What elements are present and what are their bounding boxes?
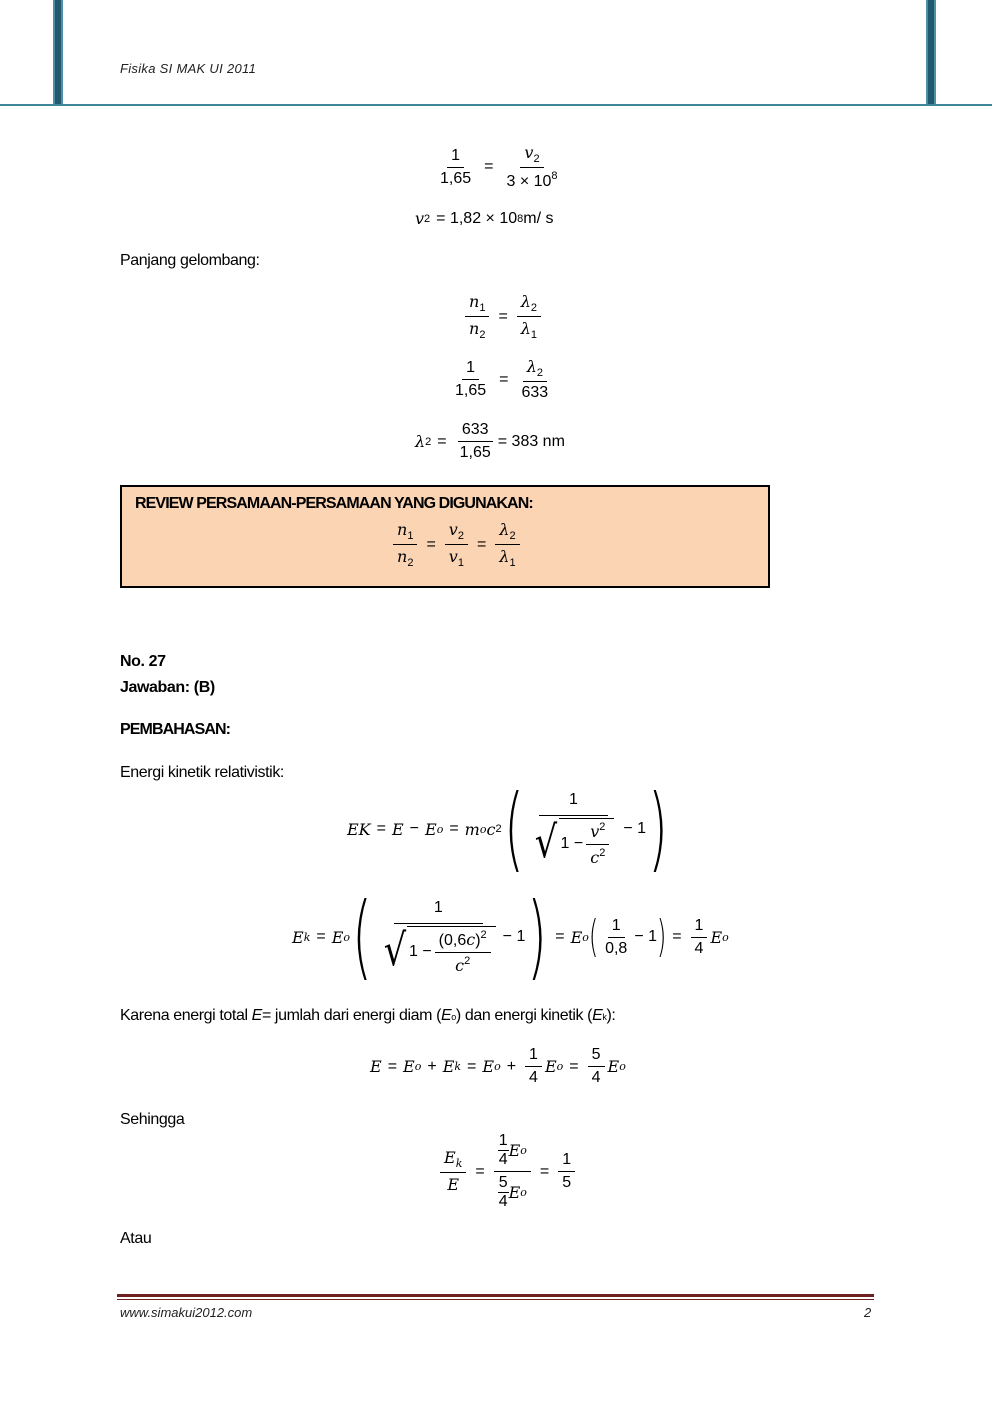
subscript: o bbox=[582, 930, 589, 944]
subscript: k bbox=[602, 1012, 607, 1022]
eo-symbol: E bbox=[570, 927, 583, 947]
frac-denominator: 1,65 bbox=[440, 169, 472, 187]
ek-symbol: E bbox=[444, 1148, 456, 1167]
ek-symbol: E bbox=[442, 1057, 455, 1076]
exponent: 8 bbox=[517, 212, 524, 225]
frac-denominator: 633 bbox=[521, 384, 549, 401]
subscript: o bbox=[343, 930, 351, 944]
subscript: k bbox=[455, 1157, 463, 1170]
subscript: 2 bbox=[536, 367, 543, 379]
frac-numerator: 1 bbox=[462, 359, 479, 380]
subscript: 2 bbox=[479, 329, 486, 341]
equals-sign: = bbox=[499, 370, 509, 388]
e-symbol: E bbox=[391, 819, 404, 839]
velocity-symbol: v bbox=[415, 209, 425, 228]
subscript: k bbox=[454, 1060, 462, 1073]
equation-n-lambda bbox=[462, 292, 544, 341]
velocity-symbol: v bbox=[590, 821, 600, 841]
page-number: 2 bbox=[864, 1305, 872, 1320]
header-bar-right bbox=[926, 0, 936, 106]
equation-kinetic-energy-solved bbox=[292, 883, 729, 990]
frac-denominator: 4 bbox=[694, 939, 704, 957]
ek-symbol: E bbox=[592, 1007, 603, 1024]
subscript: 2 bbox=[457, 530, 464, 542]
equals-sign: = bbox=[476, 535, 487, 553]
velocity-value: = 1,82 × 10 bbox=[436, 209, 518, 227]
frac-denominator: 4 bbox=[498, 1151, 508, 1168]
frac-numerator: 1 bbox=[539, 791, 608, 816]
subscript: 1 bbox=[479, 302, 486, 314]
eo-symbol: E bbox=[544, 1057, 557, 1076]
footer-line-thin bbox=[117, 1299, 874, 1300]
lambda-symbol: λ bbox=[415, 432, 426, 451]
frac-denominator: 4 bbox=[529, 1069, 538, 1086]
frac-denominator: 4 bbox=[498, 1193, 508, 1210]
header-bar-left bbox=[53, 0, 63, 106]
subscript: k bbox=[303, 930, 311, 944]
subscript: 2 bbox=[407, 557, 414, 569]
subscript: o bbox=[556, 1060, 564, 1073]
eo-symbol: E bbox=[710, 927, 723, 947]
subscript: o bbox=[494, 1060, 501, 1073]
close-paren: ) bbox=[475, 931, 481, 949]
subscript: 1 bbox=[509, 557, 516, 569]
subscript: 1 bbox=[407, 530, 414, 542]
equals-sign: = bbox=[387, 1057, 398, 1075]
lambda-symbol: λ bbox=[520, 319, 531, 338]
footer-line bbox=[117, 1294, 874, 1297]
text-part: = jumlah dari energi diam ( bbox=[261, 1007, 442, 1024]
minus-one: − 1 bbox=[623, 820, 647, 837]
lambda-symbol: λ bbox=[499, 520, 510, 539]
subscript: 2 bbox=[533, 153, 540, 165]
review-box bbox=[120, 485, 770, 588]
frac-numerator: 1 bbox=[498, 1132, 508, 1149]
subscript: 1 bbox=[457, 557, 464, 569]
subscript: 2 bbox=[530, 302, 538, 314]
frac-numerator: 633 bbox=[458, 421, 493, 442]
n-symbol: n bbox=[397, 520, 408, 539]
frac-denominator: 5 bbox=[562, 1174, 572, 1191]
subscript: 2 bbox=[424, 212, 431, 225]
velocity-value: (0,6 bbox=[438, 931, 467, 949]
frac-numerator: 5 bbox=[588, 1046, 605, 1067]
equals-sign: = bbox=[498, 307, 508, 325]
subscript: 2 bbox=[425, 435, 432, 448]
equals-sign: = bbox=[376, 820, 386, 837]
equals-sign: = bbox=[467, 1057, 477, 1075]
equation-energy-ratio bbox=[437, 1132, 578, 1211]
n-symbol: n bbox=[397, 547, 408, 566]
n-symbol: n bbox=[469, 319, 480, 338]
exponent: 2 bbox=[495, 823, 502, 835]
eo-symbol: E bbox=[441, 1007, 452, 1024]
frac-denominator: 4 bbox=[591, 1069, 601, 1086]
right-paren: ) bbox=[648, 775, 668, 882]
left-paren: ( bbox=[352, 883, 372, 990]
c-symbol: c bbox=[466, 929, 476, 949]
eo-symbol: E bbox=[403, 1057, 415, 1076]
subscript: o bbox=[520, 1144, 527, 1157]
equation-total-energy bbox=[370, 1046, 626, 1087]
header-title: Fisika SI MAK UI 2011 bbox=[120, 61, 257, 76]
exponent: 2 bbox=[599, 820, 606, 833]
subscript: o bbox=[619, 1060, 626, 1073]
equals-sign: = bbox=[449, 820, 459, 837]
equals-sign: = bbox=[484, 158, 494, 175]
sqrt: √ 1 − $\frac{v^2}{c^2}$ bbox=[532, 818, 614, 868]
frac-numerator: 1 bbox=[394, 899, 483, 924]
subscript: o bbox=[451, 1012, 456, 1022]
text-part: ) dan energi kinetik ( bbox=[455, 1007, 593, 1024]
lambda-symbol: λ bbox=[499, 547, 510, 566]
minus-one: − 1 bbox=[634, 928, 658, 945]
e-symbol: E bbox=[251, 1007, 262, 1024]
label-panjang-gelombang: Panjang gelombang: bbox=[120, 252, 260, 269]
plus-sign: + bbox=[427, 1057, 437, 1075]
label-sehingga: Sehingga bbox=[120, 1111, 185, 1128]
answer-label: Jawaban: (B) bbox=[120, 679, 215, 696]
frac-numerator: 5 bbox=[498, 1174, 508, 1191]
velocity-symbol: v bbox=[524, 143, 534, 162]
frac-denominator: 1,65 bbox=[455, 382, 487, 399]
e-symbol: E bbox=[370, 1057, 382, 1076]
equals-sign: = bbox=[316, 928, 326, 945]
frac-numerator: 1 bbox=[558, 1151, 575, 1172]
pembahasan-label: PEMBAHASAN: bbox=[120, 721, 231, 738]
review-equation bbox=[390, 520, 523, 569]
minus-sign: − bbox=[409, 820, 420, 837]
eo-symbol: E bbox=[425, 819, 437, 839]
subscript: 1 bbox=[530, 329, 538, 341]
right-paren: ) bbox=[527, 883, 548, 990]
c-symbol: c bbox=[455, 955, 465, 975]
equals-sign: = bbox=[426, 535, 436, 553]
e-symbol: E bbox=[447, 1175, 460, 1194]
footer-url: www.simakui2012.com bbox=[120, 1305, 253, 1320]
equals-sign: = bbox=[555, 928, 565, 945]
equals-sign: = bbox=[569, 1057, 579, 1075]
exponent: 2 bbox=[599, 846, 606, 859]
sqrt: √ 1 − $\frac{(0,6c)^2}{c^2}$ bbox=[381, 926, 496, 976]
frac-numerator: 1 bbox=[691, 917, 708, 938]
left-paren: ( bbox=[503, 775, 524, 882]
plus-sign: + bbox=[506, 1057, 517, 1075]
exponent: 2 bbox=[480, 928, 487, 941]
eo-symbol: E bbox=[508, 1141, 521, 1160]
eo-symbol: E bbox=[607, 1057, 620, 1076]
equation-kinetic-energy bbox=[347, 775, 670, 882]
frac-numerator: 1 bbox=[525, 1046, 542, 1067]
minus-one: − 1 bbox=[502, 928, 526, 945]
subscript: o bbox=[414, 1060, 422, 1073]
c-symbol: c bbox=[486, 819, 496, 839]
eo-symbol: E bbox=[508, 1183, 521, 1202]
text-part: ): bbox=[606, 1007, 616, 1024]
equals-sign: = bbox=[672, 928, 682, 945]
subscript: o bbox=[479, 822, 487, 836]
equation-velocity-ratio bbox=[433, 143, 565, 191]
velocity-unit: m/ s bbox=[523, 209, 554, 227]
speed-of-light: 3 × 10 bbox=[506, 173, 552, 190]
frac-numerator: 1 bbox=[608, 917, 625, 938]
eo-symbol: E bbox=[482, 1057, 495, 1076]
subscript: o bbox=[722, 930, 729, 944]
right-paren: ) bbox=[656, 911, 667, 962]
ek-symbol: E bbox=[292, 927, 304, 947]
text-part: Karena energi total bbox=[120, 1007, 252, 1024]
label-atau: Atau bbox=[120, 1230, 152, 1247]
equals-sign: = bbox=[437, 432, 447, 450]
equation-velocity-result bbox=[415, 209, 553, 228]
n-symbol: n bbox=[469, 292, 480, 311]
subscript: o bbox=[436, 822, 444, 836]
equation-lambda-result bbox=[415, 421, 565, 462]
frac-denominator: 1,65 bbox=[459, 444, 491, 461]
equation-lambda-ratio bbox=[448, 357, 555, 402]
velocity-symbol: v bbox=[448, 547, 458, 566]
ek-symbol: EK bbox=[347, 819, 371, 839]
eo-symbol: E bbox=[331, 927, 344, 947]
subscript: 2 bbox=[509, 530, 516, 542]
frac-numerator: 1 bbox=[447, 147, 464, 168]
lambda-result: = 383 nm bbox=[497, 432, 565, 450]
energi-kinetik-label: Energi kinetik relativistik: bbox=[120, 764, 284, 781]
exponent: 8 bbox=[551, 170, 558, 182]
lambda-symbol: λ bbox=[520, 292, 531, 311]
header-line bbox=[0, 104, 992, 106]
equals-sign: = bbox=[475, 1162, 485, 1180]
karena-text bbox=[120, 1007, 615, 1025]
mass-symbol: m bbox=[464, 819, 480, 839]
left-paren: ( bbox=[588, 911, 599, 962]
frac-denominator: 0,8 bbox=[605, 939, 628, 957]
review-title: REVIEW PERSAMAAN-PERSAMAAN YANG DIGUNAKAN: bbox=[135, 495, 533, 512]
lambda-symbol: λ bbox=[526, 357, 537, 376]
subscript: o bbox=[520, 1186, 527, 1199]
c-symbol: c bbox=[590, 847, 600, 867]
velocity-symbol: v bbox=[448, 520, 458, 539]
exponent: 2 bbox=[464, 954, 471, 967]
equals-sign: = bbox=[539, 1162, 550, 1180]
question-number: No. 27 bbox=[120, 653, 166, 670]
